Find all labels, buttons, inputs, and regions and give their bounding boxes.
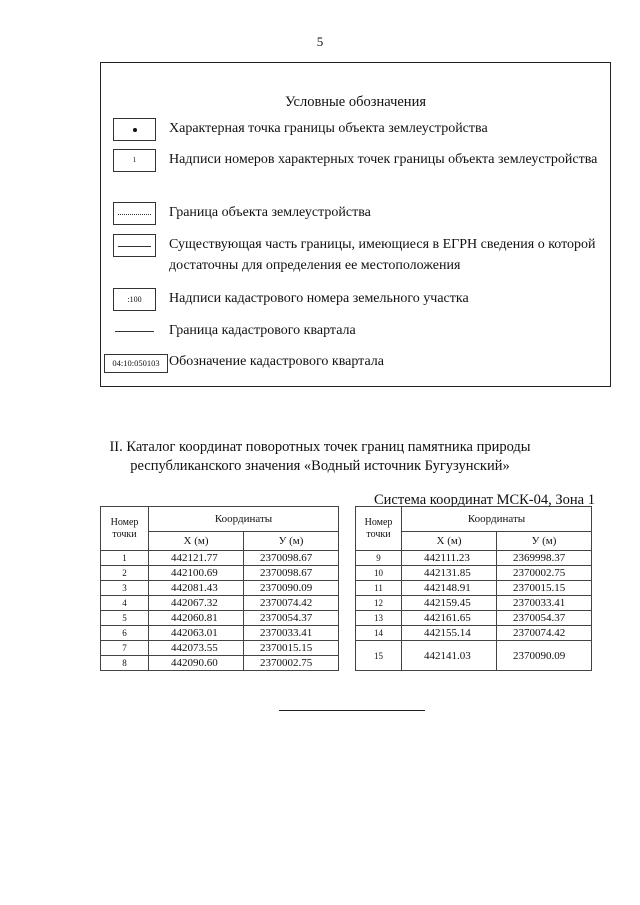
x-coordinate-cell: 442148.91 (402, 581, 497, 596)
x-coordinate-cell: 442100.69 (149, 566, 244, 581)
table-row (101, 551, 339, 566)
legend-text-point-number: Надписи номеров характерных точек границы объекта землеустройства (169, 152, 598, 167)
x-coordinate-cell: 442155.14 (402, 626, 497, 641)
point-number-cell: 7 (101, 641, 149, 656)
legend-text-object-boundary: Граница объекта землеустройства (169, 205, 371, 220)
y-coordinate-cell: 2370002.75 (244, 656, 339, 671)
x-coordinate-cell: 442141.03 (402, 641, 497, 671)
coordinates-table-left (100, 506, 339, 671)
table-row (101, 611, 339, 626)
point-number-cell: 1 (101, 551, 149, 566)
y-coordinate-cell: 2370074.42 (244, 596, 339, 611)
legend-symbol-object-boundary (113, 202, 156, 225)
x-coordinate-cell: 442081.43 (149, 581, 244, 596)
x-coordinate-cell: 442161.65 (402, 611, 497, 626)
y-coordinate-cell: 2370098.67 (244, 566, 339, 581)
header-y: У (м) (497, 532, 592, 551)
legend-symbol-cadastral-number: :100 (113, 288, 156, 311)
table-row (101, 596, 339, 611)
legend-symbol-quarter-label: 04:10:050103 (104, 354, 168, 373)
header-point-number: Номер точки (101, 507, 149, 551)
legend-symbol-quarter-boundary (113, 320, 156, 343)
y-coordinate-cell: 2370015.15 (497, 581, 592, 596)
header-coordinates: Координаты (149, 507, 339, 532)
point-number-cell: 9 (356, 551, 402, 566)
point-number-cell: 15 (356, 641, 402, 671)
x-coordinate-cell: 442060.81 (149, 611, 244, 626)
y-coordinate-cell: 2370002.75 (497, 566, 592, 581)
point-number-cell: 6 (101, 626, 149, 641)
legend-symbol-point (113, 118, 156, 141)
y-coordinate-cell: 2370090.09 (244, 581, 339, 596)
legend-symbol-existing-boundary (113, 234, 156, 257)
y-coordinate-cell: 2370033.41 (244, 626, 339, 641)
table-row (356, 611, 592, 626)
legend-box (100, 62, 611, 387)
legend-text-cadastral-number: Надписи кадастрового номера земельного участка (169, 291, 469, 306)
point-number-cell: 2 (101, 566, 149, 581)
table-row (356, 581, 592, 596)
legend-text-quarter-label: Обозначение кадастрового квартала (169, 354, 384, 369)
x-coordinate-cell: 442073.55 (149, 641, 244, 656)
table-row (356, 626, 592, 641)
header-point-number: Номер точки (356, 507, 402, 551)
point-number-cell: 12 (356, 596, 402, 611)
x-coordinate-cell: 442111.23 (402, 551, 497, 566)
x-coordinate-cell: 442063.01 (149, 626, 244, 641)
y-coordinate-cell: 2369998.37 (497, 551, 592, 566)
point-number-cell: 10 (356, 566, 402, 581)
x-coordinate-cell: 442067.32 (149, 596, 244, 611)
point-number-cell: 5 (101, 611, 149, 626)
x-coordinate-cell: 442090.60 (149, 656, 244, 671)
x-coordinate-cell: 442121.77 (149, 551, 244, 566)
table-row (356, 551, 592, 566)
point-number-cell: 11 (356, 581, 402, 596)
table-row (356, 641, 592, 671)
table-row (356, 566, 592, 581)
point-number-cell: 4 (101, 596, 149, 611)
y-coordinate-cell: 2370098.67 (244, 551, 339, 566)
y-coordinate-cell: 2370090.09 (497, 641, 592, 671)
coordinates-table-right (355, 506, 592, 671)
table-row (101, 626, 339, 641)
table-row (101, 641, 339, 656)
legend-text-quarter-boundary: Граница кадастрового квартала (169, 323, 356, 338)
point-number-cell: 13 (356, 611, 402, 626)
table-row (101, 581, 339, 596)
header-x: X (м) (149, 532, 244, 551)
y-coordinate-cell: 2370033.41 (497, 596, 592, 611)
legend-text-existing-boundary: Существующая часть границы, имеющиеся в ЕГРН сведения о которой достаточны для определения ее местоположения (169, 237, 596, 273)
legend-title: Условные обозначения (285, 94, 426, 110)
y-coordinate-cell: 2370015.15 (244, 641, 339, 656)
footer-divider (279, 710, 425, 711)
point-number-cell: 8 (101, 656, 149, 671)
section-title-line2: республиканского значения «Водный источник Бугузунский» (130, 458, 510, 474)
y-coordinate-cell: 2370054.37 (497, 611, 592, 626)
x-coordinate-cell: 442131.85 (402, 566, 497, 581)
header-x: X (м) (402, 532, 497, 551)
point-number-cell: 14 (356, 626, 402, 641)
point-number-cell: 3 (101, 581, 149, 596)
section-title (90, 438, 550, 476)
x-coordinate-cell: 442159.45 (402, 596, 497, 611)
table-row (101, 656, 339, 671)
y-coordinate-cell: 2370054.37 (244, 611, 339, 626)
page-number: 5 (316, 34, 324, 49)
coordinate-system-label: Система координат МСК-04, Зона 1 (374, 492, 595, 508)
legend-symbol-point-number: 1 (113, 149, 156, 172)
table-row (356, 596, 592, 611)
legend-text-point: Характерная точка границы объекта землеустройства (169, 121, 488, 136)
section-title-line1: II. Каталог координат поворотных точек границ памятника природы (109, 439, 531, 455)
header-y: У (м) (244, 532, 339, 551)
y-coordinate-cell: 2370074.42 (497, 626, 592, 641)
table-row (101, 566, 339, 581)
header-coordinates: Координаты (402, 507, 592, 532)
